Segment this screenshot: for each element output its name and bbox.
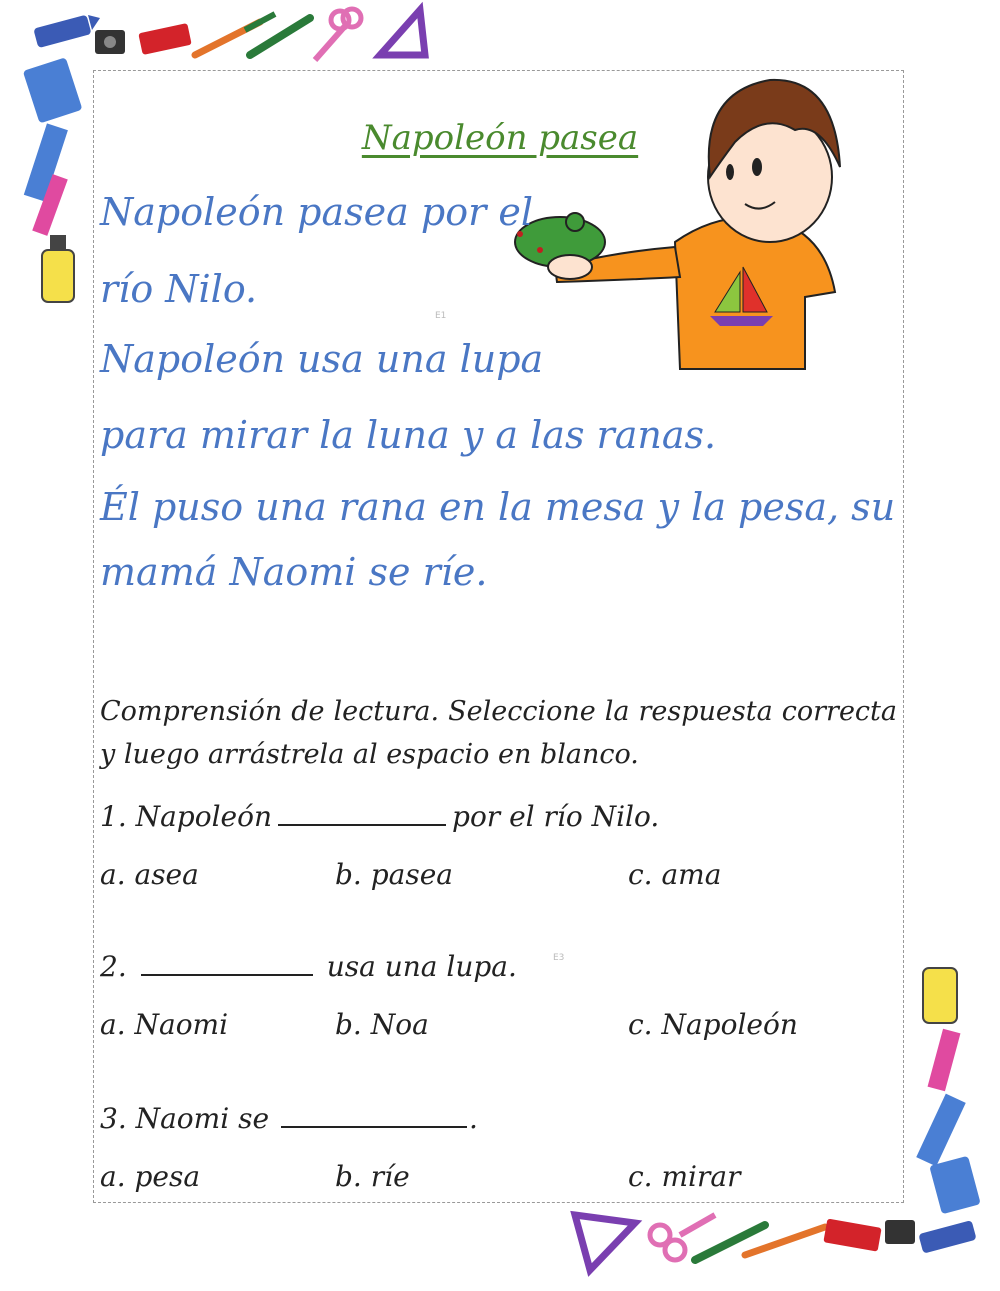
school-supplies-left-border [20, 55, 95, 315]
question-2-suffix: usa una lupa. [326, 950, 517, 983]
glue-icon [42, 235, 74, 302]
story-line-5: Él puso una rana en la mesa y la pesa, su [100, 485, 896, 529]
eraser-icon [138, 23, 191, 55]
question-2-prefix: 2. [100, 950, 127, 983]
book-icon [23, 57, 83, 123]
question-3-option-a[interactable]: a. pesa [100, 1160, 201, 1193]
story-line-3: Napoleón usa una lupa [100, 337, 544, 381]
scissors-icon [315, 9, 361, 60]
ruler-icon [916, 1094, 966, 1167]
story-line-2: río Nilo. [100, 267, 258, 311]
question-2-option-b[interactable]: b. Noa [335, 1008, 429, 1041]
question-2-option-a[interactable]: a. Naomi [100, 1008, 229, 1041]
question-1-suffix: por el río Nilo. [452, 800, 660, 833]
story-line-1: Napoleón pasea por el [100, 190, 533, 234]
question-1 [100, 800, 659, 833]
form-marker: E3 [553, 953, 565, 963]
eraser-icon [823, 1218, 881, 1251]
question-2-option-c[interactable]: c. Napoleón [628, 1008, 798, 1041]
glue-icon [923, 968, 957, 1023]
question-1-option-c[interactable]: c. ama [628, 858, 722, 891]
boy-with-frog-illustration [505, 72, 855, 372]
story-line-4: para mirar la luna y a las ranas. [100, 413, 717, 457]
question-1-answer-blank[interactable] [278, 800, 446, 826]
question-3-suffix: . [469, 1102, 478, 1135]
question-3-option-b[interactable]: b. ríe [335, 1160, 410, 1193]
question-1-option-b[interactable]: b. pasea [335, 858, 453, 891]
question-1-prefix: 1. Napoleón [100, 800, 273, 833]
crayon-icon [33, 15, 100, 49]
form-marker: E1 [435, 311, 447, 321]
crayon-icon [918, 1220, 976, 1254]
question-3 [100, 1102, 478, 1135]
question-1-option-a[interactable]: a. asea [100, 858, 199, 891]
set-square-icon [575, 1215, 635, 1270]
instructions: Comprensión de lectura. Seleccione la respuesta correcta y luego arrástrela al espacio en blanco. [100, 696, 897, 770]
sharpener-icon [885, 1220, 915, 1244]
page-title: Napoleón pasea [361, 118, 639, 158]
question-2-answer-blank[interactable] [141, 950, 313, 976]
sharpener-icon [95, 30, 125, 54]
question-2 [100, 950, 517, 983]
school-supplies-bottom-border [565, 1205, 1000, 1285]
question-3-answer-blank[interactable] [281, 1102, 467, 1128]
question-3-prefix: 3. Naomi se [100, 1102, 270, 1135]
question-3-option-c[interactable]: c. mirar [628, 1160, 741, 1193]
school-supplies-right-border [905, 960, 1000, 1220]
set-square-icon [380, 10, 425, 55]
pencil-icon [928, 1029, 961, 1092]
story-line-6: mamá Naomi se ríe. [100, 550, 488, 594]
